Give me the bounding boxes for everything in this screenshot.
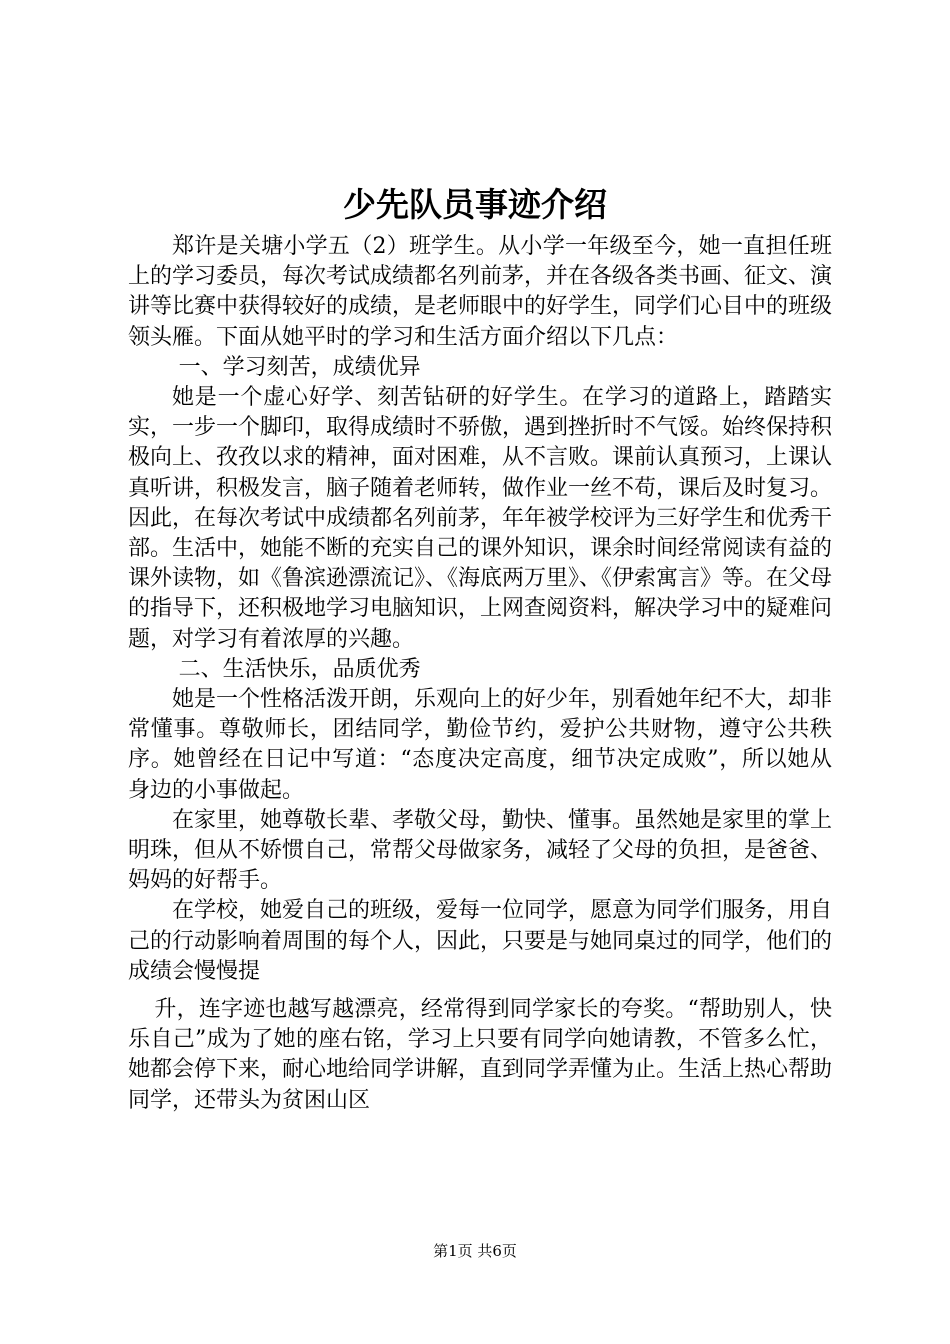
life-paragraph: 她是一个性格活泼开朗，乐观向上的好少年，别看她年纪不大，却非常懂事。尊敬师长，团结同学，勤俭节约，爱护公共财物，遵守公共秩序。她曾经在日记中写道：“态度决定高度，细节决定成败”，所以她从身边的小事做起。 — [128, 687, 833, 803]
section-heading-study: 一、学习刻苦，成绩优异 — [178, 354, 421, 380]
study-paragraph: 她是一个虚心好学、刻苦钻研的好学生。在学习的道路上，踏踏实实，一步一个脚印，取得成绩时不骄傲，遇到挫折时不气馁。始终保持积极向上、孜孜以求的精神，面对困难，从不言败。课前认真预习，上课认真听讲，积极发言，脑子随着老师转，做作业一丝不苟，课后及时复习。因此，在每次考试中成绩都名列前茅，年年被学校评为三好学生和优秀干部。生活中，她能不断的充实自己的课外知识，课余时间经常阅读有益的课外读物，如《鲁滨逊漂流记》、《海底两万里》、《伊索寓言》等。在父母的指导下，还积极地学习电脑知识，上网查阅资料，解决学习中的疑难问题，对学习有着浓厚的兴趣。 — [128, 385, 833, 652]
intro-paragraph: 郑许是关塘小学五（2）班学生。从小学一年级至今，她一直担任班上的学习委员，每次考试成绩都名列前茅，并在各级各类书画、征文、演讲等比赛中获得较好的成绩，是老师眼中的好学生，同学们心目中的班级领头雁。下面从她平时的学习和生活方面介绍以下几点： — [128, 234, 833, 350]
paragraph-gap — [128, 987, 832, 995]
document-body — [128, 232, 832, 1116]
school-paragraph: 在学校，她爱自己的班级，爱每一位同学，愿意为同学们服务，用自己的行动影响着周围的每个人，因此，只要是与她同桌过的同学，他们的成绩会慢慢提 — [128, 898, 833, 984]
home-paragraph: 在家里，她尊敬长辈、孝敬父母，勤快、懂事。虽然她是家里的掌上明珠，但从不娇惯自己，常帮父母做家务，减轻了父母的负担，是爸爸、妈妈的好帮手。 — [128, 807, 833, 894]
document-title: 少先队员事迹介绍 — [343, 185, 607, 224]
continued-paragraph: 升，连字迹也越写越漂亮，经常得到同学家长的夸奖。“帮助别人，快乐自己”成为了她的座右铭，学习上只要有同学向她请教，不管多么忙，她都会停下来，耐心地给同学讲解，直到同学弄懂为止。生活上热心帮助同学，还带头为贫困山区 — [128, 997, 833, 1113]
section-heading-life: 二、生活快乐，品质优秀 — [178, 656, 421, 682]
page-footer: 第1页 共6页 — [433, 1242, 517, 1260]
